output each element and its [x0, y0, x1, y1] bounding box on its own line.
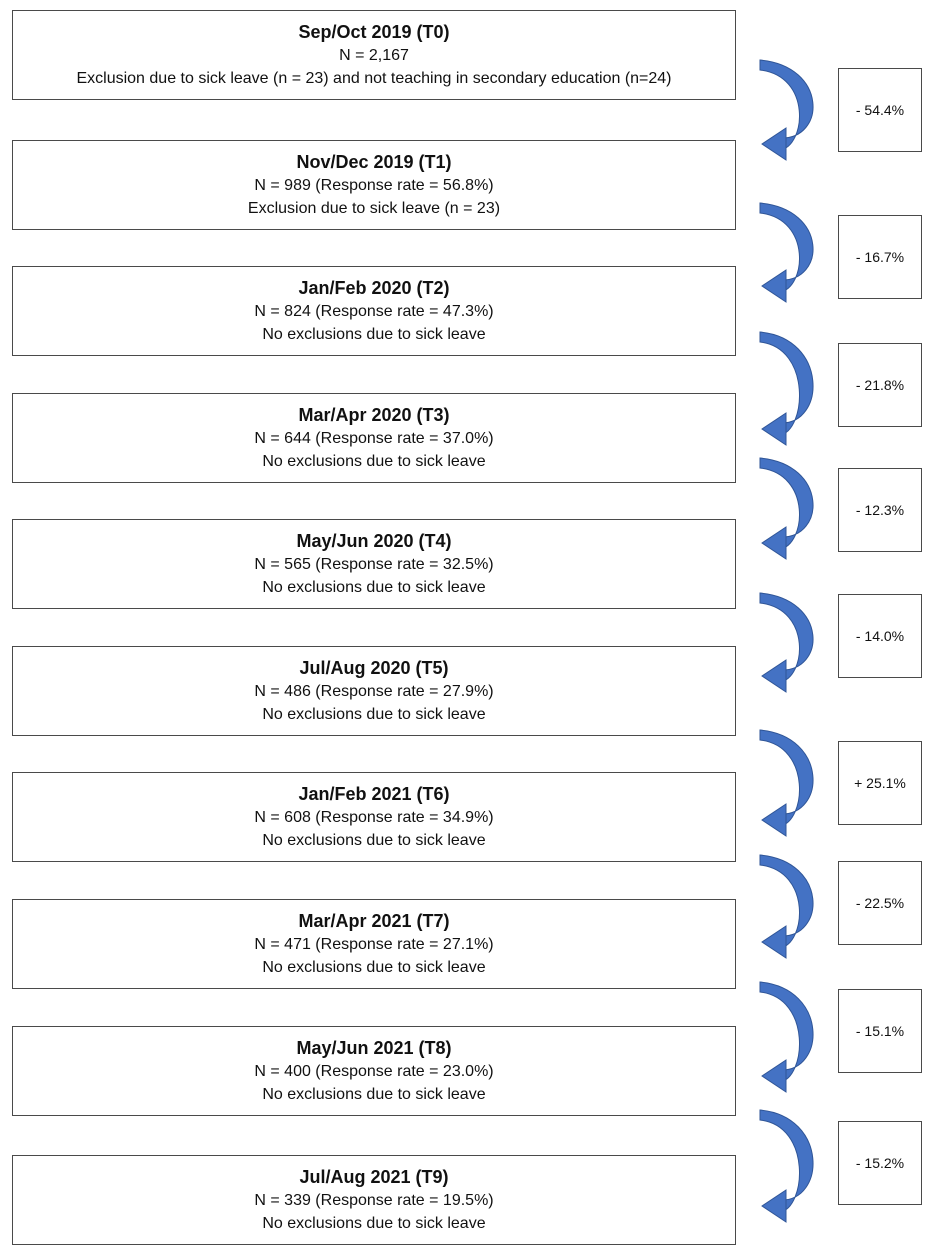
curved-arrow-icon — [760, 593, 813, 692]
stage-exclusion-note: Exclusion due to sick leave (n = 23) and not teaching in secondary education (n=24) — [76, 70, 672, 87]
change-box-t5-t6: + 25.1% — [838, 741, 922, 825]
curved-arrow-icon — [760, 1110, 813, 1222]
stage-sample-size: N = 644 (Response rate = 37.0%) — [254, 430, 494, 447]
stage-title: May/Jun 2021 (T8) — [296, 1038, 452, 1058]
change-box-t8-t9: - 15.2% — [838, 1121, 922, 1205]
stage-sample-size: N = 400 (Response rate = 23.0%) — [254, 1063, 494, 1080]
stage-sample-size: N = 824 (Response rate = 47.3%) — [254, 303, 494, 320]
stage-title: Nov/Dec 2019 (T1) — [296, 152, 452, 172]
change-box-t7-t8: - 15.1% — [838, 989, 922, 1073]
change-box-t1-t2: - 16.7% — [838, 215, 922, 299]
stage-title: Jan/Feb 2021 (T6) — [298, 784, 450, 804]
stage-exclusion-note: No exclusions due to sick leave — [262, 453, 486, 470]
curved-arrow-icon — [760, 982, 813, 1092]
change-box-t0-t1: - 54.4% — [838, 68, 922, 152]
stage-sample-size: N = 486 (Response rate = 27.9%) — [254, 683, 494, 700]
change-box-t2-t3: - 21.8% — [838, 343, 922, 427]
stage-sample-size: N = 339 (Response rate = 19.5%) — [254, 1192, 494, 1209]
stage-title: Jan/Feb 2020 (T2) — [298, 278, 450, 298]
stage-sample-size: N = 608 (Response rate = 34.9%) — [254, 809, 494, 826]
stage-title: May/Jun 2020 (T4) — [296, 531, 452, 551]
change-box-t3-t4: - 12.3% — [838, 468, 922, 552]
stage-title: Mar/Apr 2020 (T3) — [298, 405, 450, 425]
curved-arrow-icon — [760, 458, 813, 559]
stage-exclusion-note: No exclusions due to sick leave — [262, 1215, 486, 1232]
stage-exclusion-note: No exclusions due to sick leave — [262, 832, 486, 849]
stage-sample-size: N = 565 (Response rate = 32.5%) — [254, 556, 494, 573]
stage-title: Jul/Aug 2021 (T9) — [299, 1167, 449, 1187]
curved-arrow-icon — [760, 332, 813, 445]
stage-title: Jul/Aug 2020 (T5) — [299, 658, 449, 678]
stage-exclusion-note: No exclusions due to sick leave — [262, 579, 486, 596]
curved-arrow-icon — [760, 855, 813, 958]
stage-exclusion-note: No exclusions due to sick leave — [262, 1086, 486, 1103]
stage-sample-size: N = 989 (Response rate = 56.8%) — [254, 177, 494, 194]
curved-arrow-icon — [760, 730, 813, 836]
change-box-t4-t5: - 14.0% — [838, 594, 922, 678]
stage-exclusion-note: No exclusions due to sick leave — [262, 706, 486, 723]
curved-arrow-icon — [760, 203, 813, 302]
curved-arrow-icon — [760, 60, 813, 160]
stage-exclusion-note: Exclusion due to sick leave (n = 23) — [247, 200, 501, 217]
stage-sample-size: N = 2,167 — [339, 47, 409, 64]
stage-exclusion-note: No exclusions due to sick leave — [262, 959, 486, 976]
stage-title: Sep/Oct 2019 (T0) — [298, 22, 450, 42]
stage-title: Mar/Apr 2021 (T7) — [298, 911, 450, 931]
stage-exclusion-note: No exclusions due to sick leave — [262, 326, 486, 343]
stage-sample-size: N = 471 (Response rate = 27.1%) — [254, 936, 494, 953]
change-box-t6-t7: - 22.5% — [838, 861, 922, 945]
